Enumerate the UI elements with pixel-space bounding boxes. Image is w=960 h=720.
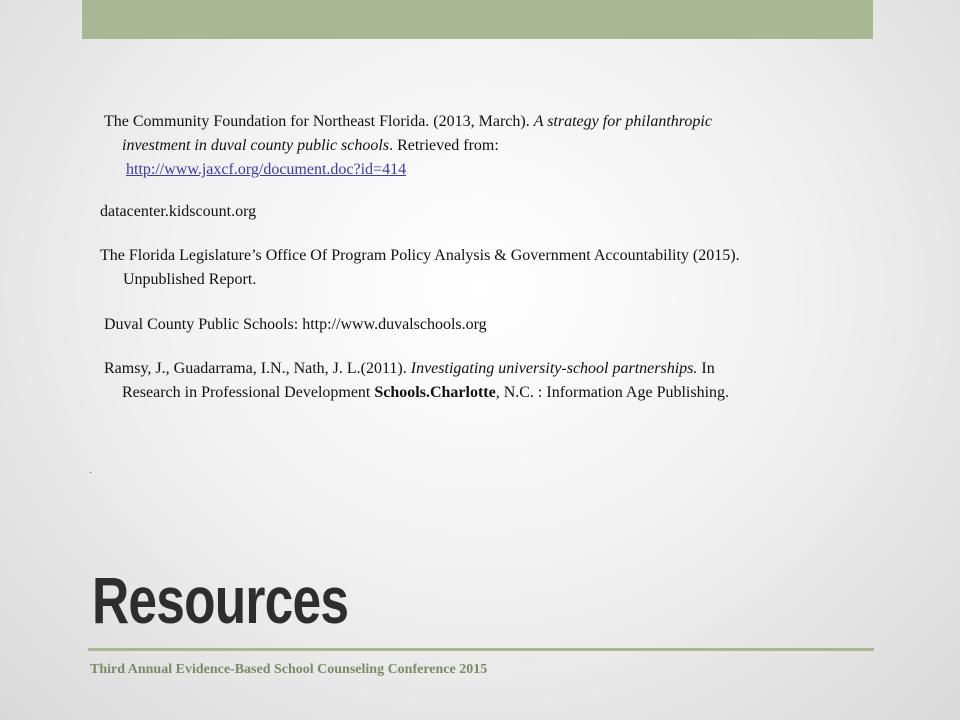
reference-kidscount: datacenter.kidscount.org: [100, 203, 257, 220]
reference-florida-legislature: [100, 244, 740, 292]
page-title: Resources: [92, 563, 349, 637]
ref5-line2b: , N.C. : Information Age Publishing.: [495, 384, 730, 401]
reference-duval-schools: Duval County Public Schools: http://www.duvalschools.org: [104, 316, 487, 333]
reference-community-foundation: [104, 110, 712, 182]
ref5-bold: Schools.Charlotte: [374, 384, 496, 401]
ref1-retrieved: . Retrieved from:: [389, 137, 499, 154]
ref3-line2: Unpublished Report.: [123, 271, 257, 288]
ref5-authors: Ramsy, J., Guadarrama, I.N., Nath, J. L.(2011).: [104, 360, 407, 377]
stray-bullet-dot: .: [89, 462, 92, 476]
ref1-author: The Community Foundation for Northeast Florida. (2013, March).: [104, 113, 530, 130]
footer-divider: [88, 648, 874, 651]
ref5-in: In: [697, 360, 715, 377]
top-accent-bar: [82, 0, 873, 39]
ref5-title: Investigating university-school partnerships.: [410, 360, 698, 377]
reference-ramsy: [104, 357, 729, 405]
footer-text: Third Annual Evidence-Based School Counseling Conference 2015: [90, 662, 488, 677]
ref1-title-a: A strategy for philanthropic: [533, 113, 712, 130]
ref1-link[interactable]: http://www.jaxcf.org/document.doc?id=414: [126, 161, 407, 178]
ref1-title-b: investment in duval county public schools: [122, 137, 390, 154]
ref3-line1: The Florida Legislature’s Office Of Program Policy Analysis & Government Accountability (2015).: [100, 247, 740, 264]
ref5-line2a: Research in Professional Development: [122, 384, 375, 401]
